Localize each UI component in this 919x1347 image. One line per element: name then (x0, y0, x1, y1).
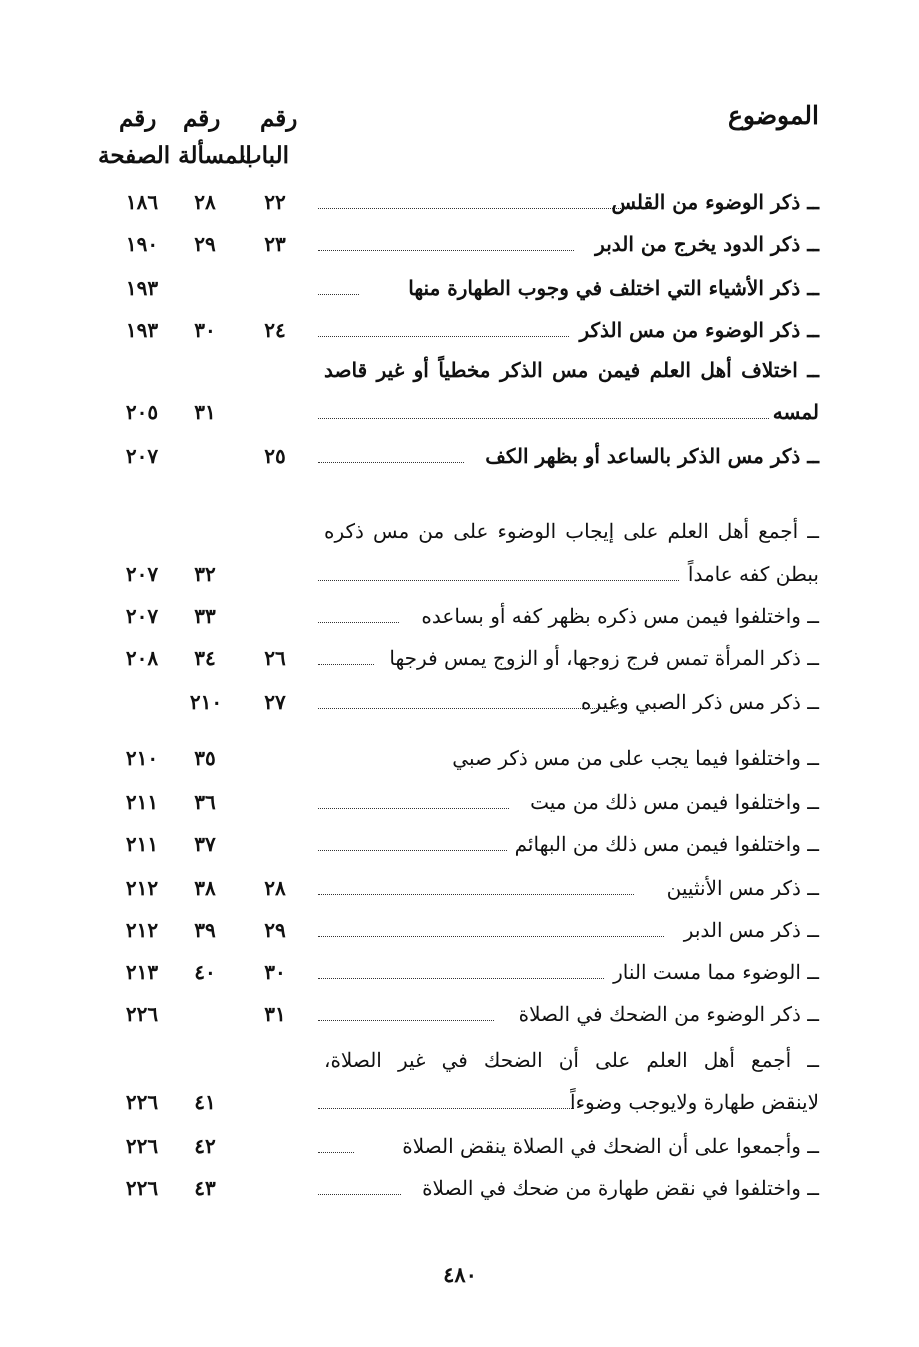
table-row (0, 396, 919, 428)
dot-leader (318, 978, 604, 979)
entry-topic: ببطن كفه عامداً (687, 562, 819, 586)
dot-leader (318, 1020, 494, 1021)
entry-topic: ــ ذكر مس الدبر (683, 918, 819, 942)
header-topic: الموضوع (728, 101, 819, 130)
page-number: ١٨٦ (125, 190, 159, 214)
dot-leader (318, 1152, 354, 1153)
table-row (0, 828, 919, 860)
page-number: ١٩٣ (125, 276, 159, 300)
table-row (0, 186, 919, 218)
page-number: ٢٢٦ (125, 1002, 159, 1026)
page-number: ٢٢٦ (125, 1090, 159, 1114)
dot-leader (318, 580, 679, 581)
table-row (0, 440, 919, 472)
dot-leader (318, 250, 574, 251)
bab-number: ٢٧ (264, 690, 286, 714)
page-number: ٢٠٥ (125, 400, 159, 424)
dot-leader (318, 462, 464, 463)
header-masala-raqm: رقم (183, 105, 221, 132)
entry-topic: لمسه (772, 400, 819, 424)
bab-number: ٣١ (264, 1002, 286, 1026)
page-number: ٢٠٧ (125, 562, 159, 586)
page-number: ٢١٠ (125, 746, 159, 770)
table-row (0, 998, 919, 1030)
page-number: ٢١٢ (125, 876, 159, 900)
entry-topic-line1: ــ اختلاف أهل العلم فيمن مس الذكر مخطياً أو غير قاصد (324, 358, 819, 382)
table-row (0, 956, 919, 988)
page-number: ٢١٣ (125, 960, 159, 984)
table-row (0, 786, 919, 818)
bab-number: ٢٤ (264, 318, 286, 342)
page-number: ٢١١ (125, 790, 159, 814)
dot-leader (318, 208, 629, 209)
page-number: ١٩٣ (125, 318, 159, 342)
dot-leader (318, 418, 769, 419)
bab-number: ٢٣ (264, 232, 286, 256)
page-number: ١٩٠ (125, 232, 159, 256)
bab-number: ٢٦ (264, 646, 286, 670)
masala-number: ٣٣ (194, 604, 216, 628)
masala-number: ٣٩ (194, 918, 216, 942)
table-row (0, 642, 919, 674)
masala-number: ٢٩ (194, 232, 216, 256)
table-row (0, 742, 919, 774)
table-row (0, 600, 919, 632)
header-bab-raqm: رقم (260, 105, 298, 132)
bab-number: ٢٩ (264, 918, 286, 942)
entry-topic: ــ ذكر الوضوء من مس الذكر (579, 318, 819, 342)
masala-number: ٣١ (194, 400, 216, 424)
entry-topic: ــ ذكر الوضوء من القلس (611, 190, 819, 214)
entry-topic: ــ ذكر مس الأنثيين (666, 876, 819, 900)
table-row (0, 314, 919, 346)
entry-topic: ــ واختلفوا في نقض طهارة من ضحك في الصلاة (422, 1176, 819, 1200)
page-number: ٢٢٦ (125, 1134, 159, 1158)
dot-leader (318, 664, 374, 665)
entry-topic: ــ واختلفوا فيمن مس ذلك من البهائم (514, 832, 819, 856)
masala-number: ٤٢ (194, 1134, 216, 1158)
bab-number: ٢٢ (264, 190, 286, 214)
dot-leader (318, 894, 634, 895)
entry-topic: ــ ذكر الأشياء التي اختلف في وجوب الطهارة منها (408, 276, 819, 300)
entry-topic: ــ ذكر الوضوء من الضحك في الصلاة (518, 1002, 819, 1026)
masala-number: ٣٤ (194, 646, 216, 670)
masala-number: ٤١ (194, 1090, 216, 1114)
page-number: ٢٢٦ (125, 1176, 159, 1200)
page-number: ٢٠٧ (125, 444, 159, 468)
masala-number: ٤٠ (194, 960, 216, 984)
masala-number: ٣٢ (194, 562, 216, 586)
table-row (0, 1130, 919, 1162)
table-row (0, 686, 919, 718)
header-masala-safha: المسألة الصفحة (98, 142, 252, 169)
page-number: ٢٠٨ (125, 646, 159, 670)
entry-topic: ــ ذكر الدود يخرج من الدبر (595, 232, 819, 256)
masala-number: ٣٨ (194, 876, 216, 900)
table-row (0, 914, 919, 946)
header-safha-raqm: رقم (119, 105, 157, 132)
entry-topic: ــ وأجمعوا على أن الضحك في الصلاة ينقض الصلاة (402, 1134, 819, 1158)
masala-number: ٣٦ (194, 790, 216, 814)
bab-number: ٢٨ (264, 876, 286, 900)
entry-topic: ــ الوضوء مما مست النار (613, 960, 819, 984)
dot-leader (318, 336, 569, 337)
table-row (0, 1086, 919, 1118)
dot-leader (318, 294, 359, 295)
entry-topic-line1: ــ أجمع أهل العلم على إيجاب الوضوء على من مس ذكره (324, 519, 819, 543)
masala-number: ٣٠ (194, 318, 216, 342)
page-number: ٢١٢ (125, 918, 159, 942)
bab-number: ٢٥ (264, 444, 286, 468)
entry-topic: ــ ذكر مس الذكر بالساعد أو بظهر الكف (485, 444, 819, 468)
page-number: ٢٠٧ (125, 604, 159, 628)
entry-topic: لاينقض طهارة ولايوجب وضوءاً (570, 1090, 819, 1114)
entry-topic: ــ واختلفوا فيما يجب على من مس ذكر صبي (452, 746, 819, 770)
page-number: ٢١٠ (189, 690, 223, 714)
table-row (0, 228, 919, 260)
bab-number: ٣٠ (264, 960, 286, 984)
table-row (0, 558, 919, 590)
table-row (0, 272, 919, 304)
entry-topic: ــ واختلفوا فيمن مس ذلك من ميت (530, 790, 819, 814)
dot-leader (318, 1194, 401, 1195)
entry-topic: ــ واختلفوا فيمن مس ذكره بظهر كفه أو بساعده (421, 604, 819, 628)
masala-number: ٢٨ (194, 190, 216, 214)
page-folio: ٤٨٠ (443, 1262, 477, 1287)
dot-leader (318, 708, 619, 709)
dot-leader (318, 622, 399, 623)
table-row (0, 1172, 919, 1204)
dot-leader (318, 808, 509, 809)
dot-leader (318, 850, 507, 851)
entry-topic: ــ ذكر مس ذكر الصبي وغيره (580, 690, 819, 714)
dot-leader (318, 1108, 574, 1109)
masala-number: ٤٣ (194, 1176, 216, 1200)
masala-number: ٣٧ (194, 832, 216, 856)
table-row (0, 872, 919, 904)
entry-topic-line1: ــ أجمع أهل العلم على أن الضحك في غير الصلاة، (324, 1048, 819, 1072)
header-bab: الباب (240, 142, 289, 169)
entry-topic: ــ ذكر المرأة تمس فرج زوجها، أو الزوج يمس فرجها (389, 646, 819, 670)
dot-leader (318, 936, 664, 937)
masala-number: ٣٥ (194, 746, 216, 770)
page-number: ٢١١ (125, 832, 159, 856)
